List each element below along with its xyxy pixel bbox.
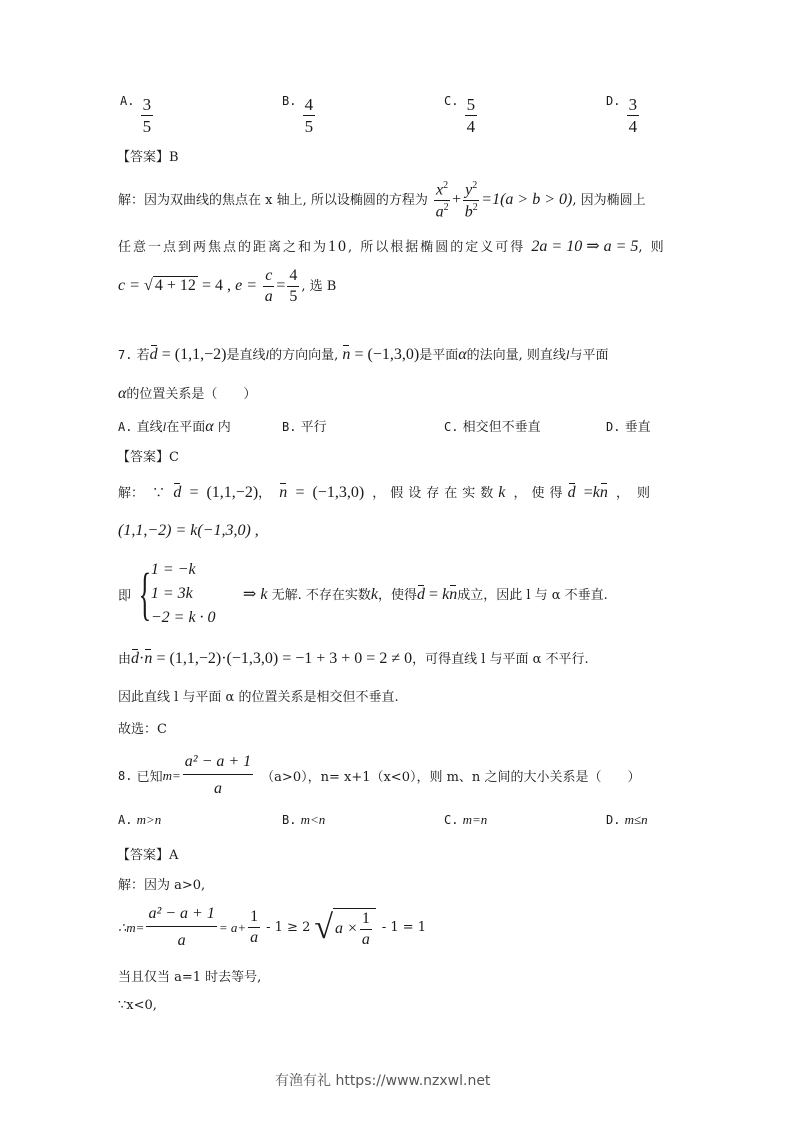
q8-solution-line3: 当且仅当 a=1 时去等号, [118,970,262,985]
q8-stem: 8. 已知 m= $\frac{\text{a² − a + 1}}{a}$ （a>0），n= x+1（x<0），则 m、n 之间的大小关系是（ ） [118,753,641,797]
q7-dot-product-line: 由d·n = (1,1,−2)·(−1,3,0) = −1 + 3 + 0 = 2 ≠ 0，可得直线 l 与平面 α 不平行. [118,650,589,667]
fraction: $\frac{5}{4}$ [466,95,476,136]
q7-solution-line2: (1,1,−2) = k(−1,3,0) , [118,522,259,539]
fraction-x2-a2: $\frac{x^2}{a^2}$ [435,179,449,221]
q6-option-d: D. $\frac{3}{4}$ [606,94,638,136]
vector-d: d [149,346,158,363]
footer-url[interactable]: https://www.nzxwl.net [335,1073,491,1089]
q7-option-c: C. 相交但不垂直 [444,420,541,435]
footer-watermark [275,1070,490,1090]
sqrt: √ 4 + 12 [144,277,196,294]
q6-answer: 【答案】B [117,150,179,165]
left-brace: { [138,561,152,626]
fraction-m: $\frac{\text{a² − a + 1}}{a}$ [184,753,252,797]
system-rows: 1 = −k 1 = 3k −2 = k · 0 [150,561,216,626]
q7-solution-line1: 解： ∵ d = (1,1,−2)， n = (−1,3,0) ，假设存在实数k ，使得d =kn ，则 [118,484,658,501]
q6-option-c: C. $\frac{5}{4}$ [444,94,476,136]
q8-answer: 【答案】A [117,848,179,863]
fraction: $\frac{4}{5}$ [304,95,314,136]
fraction-4-5: $\frac{4}{5}$ [289,267,298,305]
fraction-y2-b2: $\frac{y^2}{b^2}$ [464,179,478,221]
q8-option-c: C. m=n [444,812,488,827]
q8-solution-line1: 解：因为 a>0, [118,878,206,893]
q8-solution-line4: ∵x<0, [118,998,157,1013]
q7-conclusion: 因此直线 l 与平面 α 的位置关系是相交但不垂直. [118,690,399,705]
fraction-m: $\frac{\text{a² − a + 1}}{a}$ [148,905,215,949]
q7-stem-line1: 7. 若d = (1,1,−2)是直线l的方向向量, n = (−1,3,0)是平面α的法向量, 则直线l与平面 [118,346,609,363]
q7-stem-line2: α的位置关系是（ ） [118,385,257,402]
q6-solution-line1: 解：因为双曲线的焦点在 x 轴上, 所以设椭圆的方程为 $\frac{x^2}{a^2}$ + $\frac{y^2}{b^2}$ =1(a > b > 0), 因为椭圆上 [118,179,646,221]
q6-solution-line2: 任意一点到两焦点的距离之和为10, 所以根据椭圆的定义可得 2a = 10 ⇒ a = 5, 则 [118,238,666,255]
q8-option-d: D. m≤n [606,812,648,827]
footer-brand: 有渔有礼 [275,1073,331,1089]
q6-option-a: A. $\frac{3}{5}$ [120,94,152,136]
q7-option-b: B. 平行 [282,420,327,435]
q8-option-b: B. m<n [282,812,326,827]
q7-final: 故选：C [118,722,167,737]
vector-n: n [342,346,351,363]
q6-solution-line3: c = √ 4 + 12 = 4 , e = $\frac{c}{a}$ = $\frac{4}{5}$ , 选 B [118,267,337,305]
fraction: $\frac{3}{5}$ [142,95,152,136]
q6-option-b: B. $\frac{4}{5}$ [282,94,314,136]
q7-answer: 【答案】C [117,450,179,465]
fraction: $\frac{3}{4}$ [628,95,638,136]
q8-option-a: A. m>n [118,812,162,827]
q8-solution-inequality: ∴m= $\frac{\text{a² − a + 1}}{a}$ = a+ $\frac{1}{a}$ - 1 ≥ 2 √ a × $\frac{1}{a}$ - 1 = 1 [118,905,427,949]
q7-option-a: A. 直线l在平面α 内 [118,418,231,435]
q7-equation-system: 即 { 1 = −k 1 = 3k −2 = k · 0 ⇒ k 无解. 不存在实数k，使得d = kn成立，因此 l 与 α 不垂直. [118,558,608,630]
q7-option-d: D. 垂直 [606,420,651,435]
fraction-c-a: $\frac{c}{a}$ [264,267,273,305]
sqrt: √ a × $\frac{1}{a}$ [314,908,375,948]
fraction-1-a: $\frac{1}{a}$ [250,908,259,946]
